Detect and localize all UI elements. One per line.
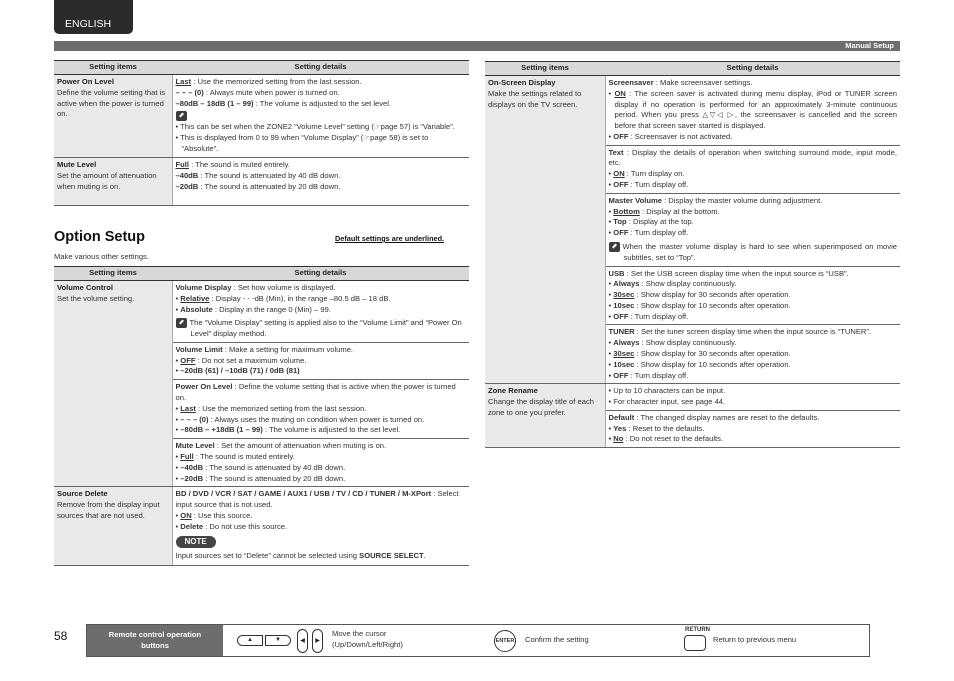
setting-details: Last : Use the memorized setting from the last session. – – – (0) : Always mute when power is turned on. –80dB – 18dB (1 – 99) : The volume is adjusted to the set level. • This can be set when the ZONE2 “Volume Level” setting (☞page 57) is “Variable”. • This is displayed from 0 to 99 when “Volume Display” (☞page 58) is set to “Absolute”. — [172, 75, 469, 158]
setting-item-zone-rename: Zone Rename Change the display title of each zone to one you prefer. — [485, 384, 605, 448]
col-header-details: Setting details — [172, 61, 469, 75]
note-badge: NOTE — [176, 536, 216, 547]
memo-icon — [176, 111, 187, 121]
power-on-level-block: Power On Level : Define the volume setting that is active when the power is turned on. • Last : Use the memorized setting from the last session. • – – – (0) : Always uses the muting on condition when power is turned on. • –80dB – +18dB (1 – 99) : The volume is adjusted to the set level. — [173, 379, 470, 438]
zone-rename-default-block: Default : The changed display names are reset to the defaults. • Yes : Reset to the defaults. • No : Do not reset to the defaults. — [606, 410, 901, 447]
setting-item-power-on-level: Power On Level Define the volume setting that is active when the power is turned on. — [54, 75, 172, 158]
cursor-down-button-icon: ▼ — [265, 635, 291, 646]
setting-item-volume-control: Volume Control Set the volume setting. — [54, 281, 172, 487]
text-block: Text : Display the details of operation when switching surround mode, input mode, etc. • ON : Turn display on. • OFF : Turn display off. — [606, 145, 901, 193]
option-setup-heading: Option Setup — [54, 229, 146, 245]
power-mute-table — [54, 60, 469, 206]
memo-icon — [609, 242, 620, 252]
defaults-underlined-note: Default settings are underlined. — [335, 234, 445, 243]
col-header-items: Setting items — [54, 267, 172, 281]
tuner-block: TUNER : Set the tuner screen display time when the input source is “TUNER”. • Always : Show display continuously. • 30sec : Show display for 30 seconds after operation. • 10sec : Show display for 10 seconds after operation. • OFF : Turn display off. — [606, 324, 901, 383]
return-text: Return to previous menu — [713, 635, 797, 644]
table-row — [54, 487, 469, 565]
setting-details — [605, 76, 900, 384]
screensaver-block: Screensaver : Make screensaver settings. • ON : The screen saver is activated during menu display, iPod or TUNER screen display if no operation is performed for an approximately 3-minute continuous period. When you press △▽◁ ▷, the screensaver is cancelled and the screen before that screen saver started is displayed. • OFF : Screensaver is not activated. — [606, 76, 901, 145]
mute-level-block: Mute Level : Set the amount of attenuation when muting is on. • Full : The sound is muted entirely. • –40dB : The sound is attenuated by 40 dB down. • –20dB : The sound is attenuated by 20 dB down. — [173, 438, 470, 486]
remote-control-legend — [86, 624, 870, 657]
table-row — [54, 158, 469, 206]
enter-button-icon: ENTER — [494, 630, 516, 652]
return-button-icon — [684, 635, 706, 651]
section-header-bar — [54, 41, 900, 51]
table-row — [54, 281, 469, 487]
option-setup-intro: Make various other settings. — [54, 252, 149, 261]
setting-item-source-delete: Source Delete Remove from the display input sources that are not used. — [54, 487, 172, 565]
return-label: RETURN — [685, 627, 710, 633]
table-row — [54, 75, 469, 158]
setting-details — [172, 281, 469, 487]
volume-limit-block: Volume Limit : Make a setting for maximum volume. • OFF : Do not set a maximum volume. • –20dB (61) / –10dB (71) / 0dB (81) — [173, 342, 470, 379]
cursor-left-button-icon: ◀ — [297, 629, 308, 653]
confirm-setting-text: Confirm the setting — [525, 635, 589, 644]
table-row — [485, 76, 900, 384]
zone-rename-input-block: • Up to 10 characters can be input. • For character input, see page 44. — [606, 384, 901, 410]
table-row — [485, 384, 900, 448]
language-tab — [54, 0, 133, 34]
setting-details: Full : The sound is muted entirely. –40dB : The sound is attenuated by 40 dB down. –20dB : The sound is attenuated by 20 dB down. — [172, 158, 469, 206]
memo-icon — [176, 318, 187, 328]
col-header-items: Setting items — [54, 61, 172, 75]
master-volume-block: Master Volume : Display the master volume during adjustment. • Bottom : Display at the bottom. • Top : Display at the top. • OFF : Turn display off. When the master volume display is hard to see when superimposed on movie subtitles, set to “Top”. — [606, 193, 901, 266]
language-label: ENGLISH — [65, 18, 112, 30]
page-number: 58 — [54, 629, 68, 643]
option-setup-table — [54, 266, 469, 566]
cursor-up-button-icon: ▲ — [237, 635, 263, 646]
section-title: Manual Setup — [845, 41, 894, 50]
col-header-details: Setting details — [605, 62, 900, 76]
setting-item-on-screen-display: On-Screen Display Make the settings related to displays on the TV screen. — [485, 76, 605, 384]
setting-details: BD / DVD / VCR / SAT / GAME / AUX1 / USB / TV / CD / TUNER / M-XPort : Select input source that is not used. • ON : Use this source. • Delete : Do not use this source. NOTE Input sources set to “Delete” cannot be selected using SOURCE SELECT. — [172, 487, 469, 565]
move-cursor-text: Move the cursor (Up/Down/Left/Right) — [332, 629, 403, 649]
remote-control-label: Remote control operation buttons — [87, 625, 223, 656]
col-header-items: Setting items — [485, 62, 605, 76]
usb-block: USB : Set the USB screen display time when the input source is “USB”. • Always : Show display continuously. • 30sec : Show display for 30 seconds after operation. • 10sec : Show display for 10 seconds after operation. • OFF : Turn display off. — [606, 266, 901, 325]
osd-zone-table — [485, 61, 900, 448]
setting-item-mute-level: Mute Level Set the amount of attenuation when muting is on. — [54, 158, 172, 206]
col-header-details: Setting details — [172, 267, 469, 281]
cursor-right-button-icon: ▶ — [312, 629, 323, 653]
setting-details — [605, 384, 900, 448]
volume-display-block: Volume Display : Set how volume is displayed. • Relative : Display - - -dB (Min), in the range –80.5 dB – 18 dB. • Absolute : Display in the range 0 (Min) – 99. The “Volume Display” setting is applied also to the “Volume Limit” and “Power On Level” display method. — [173, 281, 470, 342]
